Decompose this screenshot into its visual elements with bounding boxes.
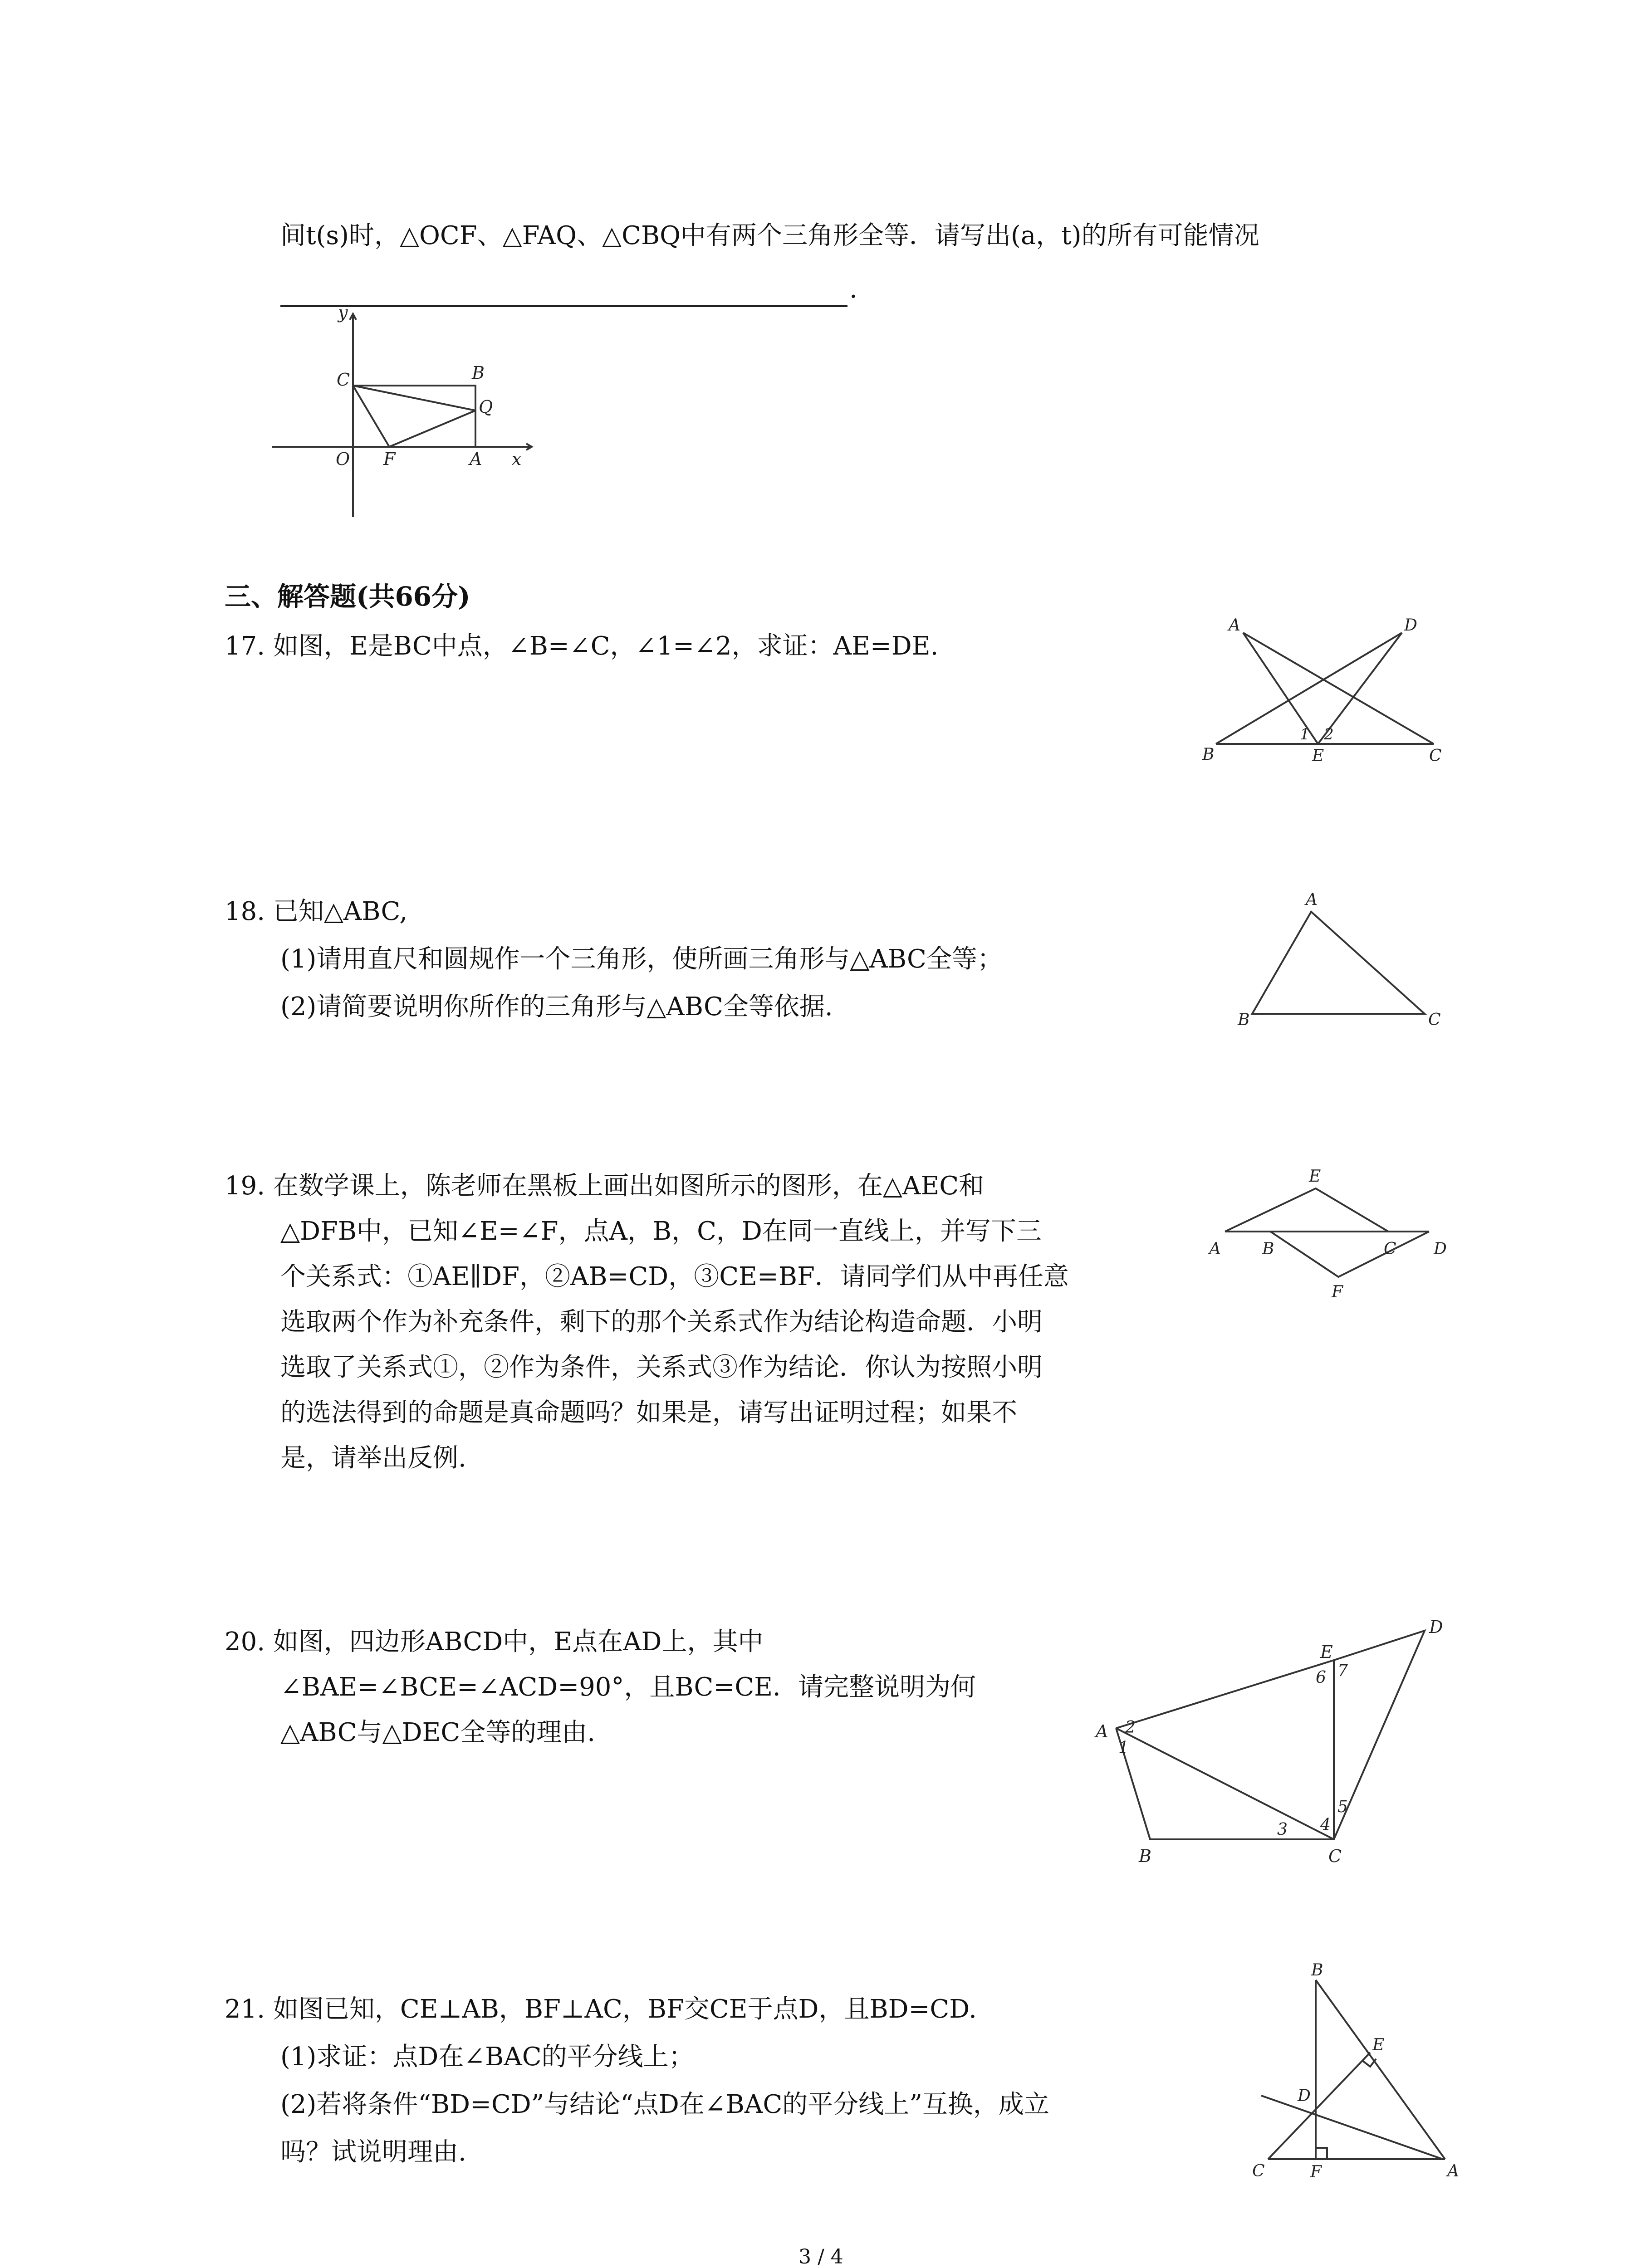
segment-cf [353, 386, 389, 447]
angle-5: 5 [1337, 1798, 1348, 1816]
label-f: F [1310, 2163, 1322, 2181]
label-a: A [470, 449, 482, 469]
q21-figure [1234, 1960, 1470, 2186]
bisector-line [1261, 2096, 1443, 2159]
label-x: x [512, 449, 522, 469]
q18-line-3: (2)请简要说明你所作的三角形与△ABC全等依据. [280, 992, 833, 1022]
q18-line-2: (1)请用直尺和圆规作一个三角形，使所画三角形与△ABC全等； [280, 944, 1003, 974]
label-b: B [1202, 745, 1215, 764]
label-y: y [338, 303, 348, 323]
segments-df-fb [1270, 1232, 1429, 1277]
label-b: B [1262, 1240, 1274, 1258]
label-f: F [1332, 1283, 1343, 1301]
label-b: B [1311, 1961, 1323, 1980]
right-angle-f [1316, 2148, 1327, 2159]
angle-2: 2 [1125, 1718, 1136, 1737]
q19-line-2: △DFB中，已知∠E=∠F，点A，B，C，D在同一直线上，并写下三 [280, 1217, 1042, 1246]
segment-ba [1316, 1980, 1445, 2159]
label-b: B [1139, 1846, 1151, 1866]
label-e: E [1320, 1642, 1333, 1662]
q17-text: 17. 如图，E是BC中点，∠B=∠C，∠1=∠2，求证：AE=DE. [225, 631, 939, 661]
q20-figure [1089, 1610, 1479, 1864]
quadrilateral-abcd [1116, 1631, 1425, 1839]
q21-line-4: 吗？试说明理由. [280, 2137, 466, 2167]
q19-line-5: 选取了关系式①，②作为条件，关系式③作为结论．你认为按照小明 [280, 1353, 1043, 1382]
segment-ac [1116, 1728, 1334, 1839]
angle-2: 2 [1324, 725, 1334, 743]
segments-ae-ec [1225, 1188, 1388, 1232]
q18-figure [1234, 885, 1452, 1039]
q19-line-3: 个关系式：①AE∥DF，②AB=CD，③CE=BF．请同学们从中再任意 [280, 1262, 1069, 1291]
label-d: D [1404, 616, 1417, 635]
label-a: A [1096, 1721, 1108, 1741]
q21-line-2: (1)求证：点D在∠BAC的平分线上； [280, 2042, 694, 2072]
q16-answer-end-mark: . [849, 274, 857, 304]
q19-line-6: 的选法得到的命题是真命题吗？如果是，请写出证明过程；如果不 [280, 1398, 1017, 1427]
label-c: C [1384, 1240, 1396, 1258]
label-d: D [1434, 1240, 1447, 1258]
q21-line-1: 21. 如图已知，CE⊥AB，BF⊥AC，BF交CE于点D，且BD=CD. [225, 1994, 977, 2024]
q20-line-1: 20. 如图，四边形ABCD中，E点在AD上，其中 [225, 1627, 764, 1657]
angle-3: 3 [1277, 1820, 1288, 1839]
label-a: A [1229, 616, 1240, 635]
label-c: C [337, 370, 350, 390]
label-e: E [1372, 2036, 1385, 2054]
q20-line-3: △ABC与△DEC全等的理由. [280, 1718, 596, 1747]
q19-line-1: 19. 在数学课上，陈老师在黑板上画出如图所示的图形，在△AEC和 [225, 1171, 985, 1201]
segment-fq [389, 411, 475, 447]
label-b: B [1238, 1011, 1250, 1029]
segment-cq [353, 386, 475, 411]
segment-ac [1243, 633, 1434, 744]
angle-1: 1 [1300, 725, 1310, 743]
angle-6: 6 [1316, 1668, 1326, 1687]
q20-line-2: ∠BAE=∠BCE=∠ACD=90°，且BC=CE．请完整说明为何 [280, 1672, 976, 1702]
q16-answer-blank[interactable] [280, 305, 847, 307]
q18-line-1: 18. 已知△ABC, [225, 897, 408, 926]
q16-figure [272, 303, 554, 522]
label-c: C [1252, 2162, 1265, 2180]
q16-continuation-text: 间t(s)时，△OCF、△FAQ、△CBQ中有两个三角形全等．请写出(a，t)的所有可能情况 [280, 221, 1259, 250]
label-a: A [1306, 890, 1318, 909]
label-c: C [1428, 1011, 1441, 1029]
label-c: C [1429, 747, 1442, 765]
q17-figure [1198, 612, 1452, 771]
angle-4: 4 [1320, 1816, 1331, 1834]
q19-line-4: 选取两个作为补充条件，剩下的那个关系式作为结论构造命题．小明 [280, 1307, 1043, 1337]
q19-figure [1207, 1152, 1461, 1315]
q21-line-3: (2)若将条件“BD=CD”与结论“点D在∠BAC的平分线上”互换，成立 [280, 2090, 1049, 2119]
label-d: D [1429, 1617, 1443, 1637]
label-d: D [1298, 2087, 1311, 2105]
triangle-abc [1252, 912, 1425, 1014]
label-a: A [1209, 1240, 1221, 1258]
label-o: O [336, 449, 350, 469]
label-c: C [1328, 1846, 1342, 1866]
angle-1: 1 [1118, 1739, 1129, 1757]
angle-7: 7 [1337, 1662, 1348, 1680]
label-f: F [383, 449, 396, 469]
label-a: A [1447, 2162, 1459, 2180]
label-e: E [1312, 747, 1324, 765]
label-b: B [472, 363, 485, 383]
segment-ce [1268, 2053, 1370, 2159]
label-q: Q [479, 397, 493, 417]
label-e: E [1309, 1167, 1321, 1186]
section-title: 三、解答题(共66分) [225, 581, 470, 612]
q19-line-7: 是，请举出反例. [280, 1443, 466, 1473]
page-number: 3 / 4 [798, 2245, 843, 2268]
